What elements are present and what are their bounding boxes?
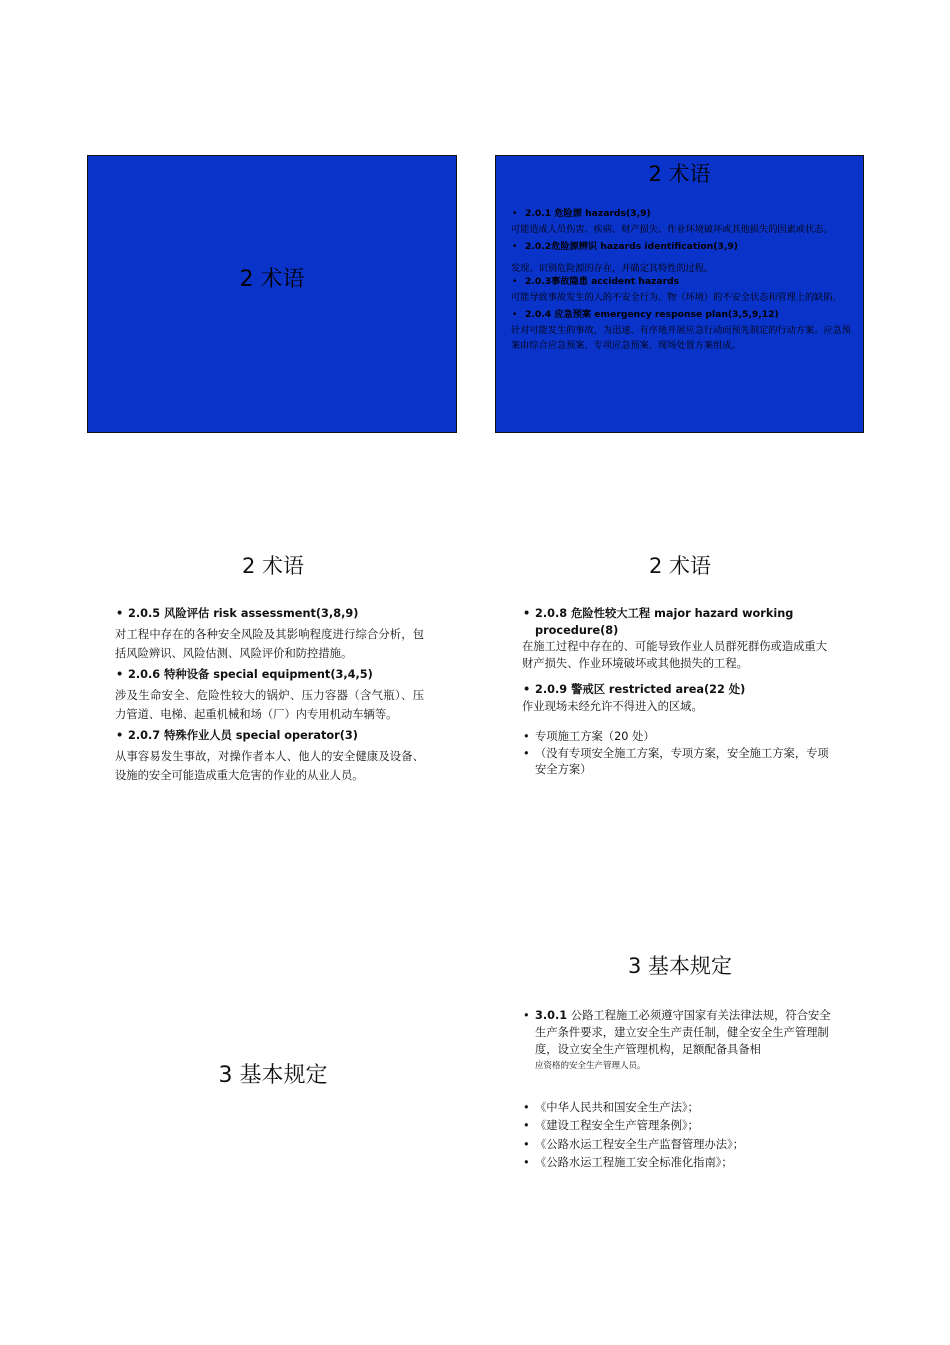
slide-2-title: 2 术语	[648, 162, 711, 186]
slide-4-body	[522, 606, 829, 779]
clause-3-0-1-small: 应资格的安全生产管理人员。	[535, 1061, 646, 1071]
term-2-0-1-head: • 2.0.1 危险源 hazards(3,9)	[511, 206, 851, 222]
term-2-0-2-text: 发现、识别危险源的存在，并确定其特性的过程。	[511, 262, 714, 274]
special-plan-bullet: • 专项施工方案（20 处）	[522, 729, 829, 746]
law-item: • 《公路水运工程安全生产监督管理办法》；	[522, 1136, 833, 1153]
slide-5-title: 3 基本规定	[218, 1063, 328, 1088]
special-plan-note-bullet: • （没有专项安全施工方案，专项方案，安全施工方案，专项安全方案）	[522, 746, 829, 779]
term-2-0-7-text: 从事容易发生事故，对操作者本人、他人的安全健康及设备、设施的安全可能造成重大危害的作业的从业人员。	[115, 750, 424, 782]
slide-3	[88, 530, 458, 830]
slide-3-body	[115, 602, 424, 785]
term-2-0-9-text: 作业现场未经允许不得进入的区域。	[522, 699, 703, 713]
clause-3-0-1-number: 3.0.1	[535, 1009, 568, 1022]
term-2-0-4-text: 针对可能发生的事故，为迅速、有序地开展应急行动而预先制定的行动方案。应急预案由综合应急预案、专项应急预案、现场处置方案组成。	[511, 324, 851, 351]
slide-5	[88, 930, 458, 1210]
clause-3-0-1-text: 公路工程施工必须遵守国家有关法律法规，符合安全生产条件要求，建立安全生产责任制，健全安全生产管理制度，设立安全生产管理机构，足额配备具备相	[535, 1009, 831, 1056]
term-2-0-8-head: • 2.0.8 危险性较大工程 major hazard working procedure(8)	[522, 606, 829, 639]
clause-3-0-1	[522, 1007, 833, 1075]
law-item: • 《中华人民共和国安全生产法》；	[522, 1099, 833, 1116]
term-2-0-3-text: 可能导致事故发生的人的不安全行为、物（环境）的不安全状态和管理上的缺陷。	[511, 291, 842, 303]
slide-6	[495, 930, 865, 1210]
slide-4-title: 2 术语	[648, 554, 712, 578]
term-2-0-2-head: • 2.0.2危险源辨识 hazards identification(3,9)	[511, 239, 851, 255]
term-2-0-5-text: 对工程中存在的各种安全风险及其影响程度进行综合分析，包括风险辨识、风险估测、风险评价和防控措施。	[115, 628, 424, 660]
law-item: • 《公路水运工程施工安全标准化指南》；	[522, 1154, 833, 1171]
slide-1-title: 2 术语	[239, 267, 305, 292]
term-2-0-3-head: • 2.0.3事故隐患 accident hazards	[511, 274, 851, 290]
slide-6-body	[522, 1007, 833, 1171]
term-2-0-7-head: • 2.0.7 特殊作业人员 special operator(3)	[115, 726, 424, 745]
term-2-0-5-head: • 2.0.5 风险评估 risk assessment(3,8,9)	[115, 604, 424, 623]
law-item: • 《建设工程安全生产管理条例》；	[522, 1117, 833, 1134]
term-2-0-1-text: 可能造成人员伤害、疾病、财产损失、作业环境破坏或其他损失的因素或状态。	[511, 223, 833, 235]
term-2-0-8-text: 在施工过程中存在的、可能导致作业人员群死群伤或造成重大财产损失、作业环境破坏或其他损失的工程。	[522, 640, 828, 670]
slide-3-title: 2 术语	[241, 554, 305, 578]
slide-6-title: 3 基本规定	[627, 954, 733, 978]
slide-4	[495, 530, 865, 830]
slide-1	[87, 155, 457, 433]
term-2-0-6-head: • 2.0.6 特种设备 special equipment(3,4,5)	[115, 665, 424, 684]
slide-2	[495, 155, 864, 433]
slide-2-body	[511, 206, 851, 356]
term-2-0-6-text: 涉及生命安全、危险性较大的锅炉、压力容器（含气瓶）、压力管道、电梯、起重机械和场（厂）内专用机动车辆等。	[115, 689, 424, 721]
term-2-0-9-head: • 2.0.9 警戒区 restricted area(22 处)	[522, 682, 829, 699]
term-2-0-4-head: • 2.0.4 应急预案 emergency response plan(3,5,9,12)	[511, 307, 851, 323]
